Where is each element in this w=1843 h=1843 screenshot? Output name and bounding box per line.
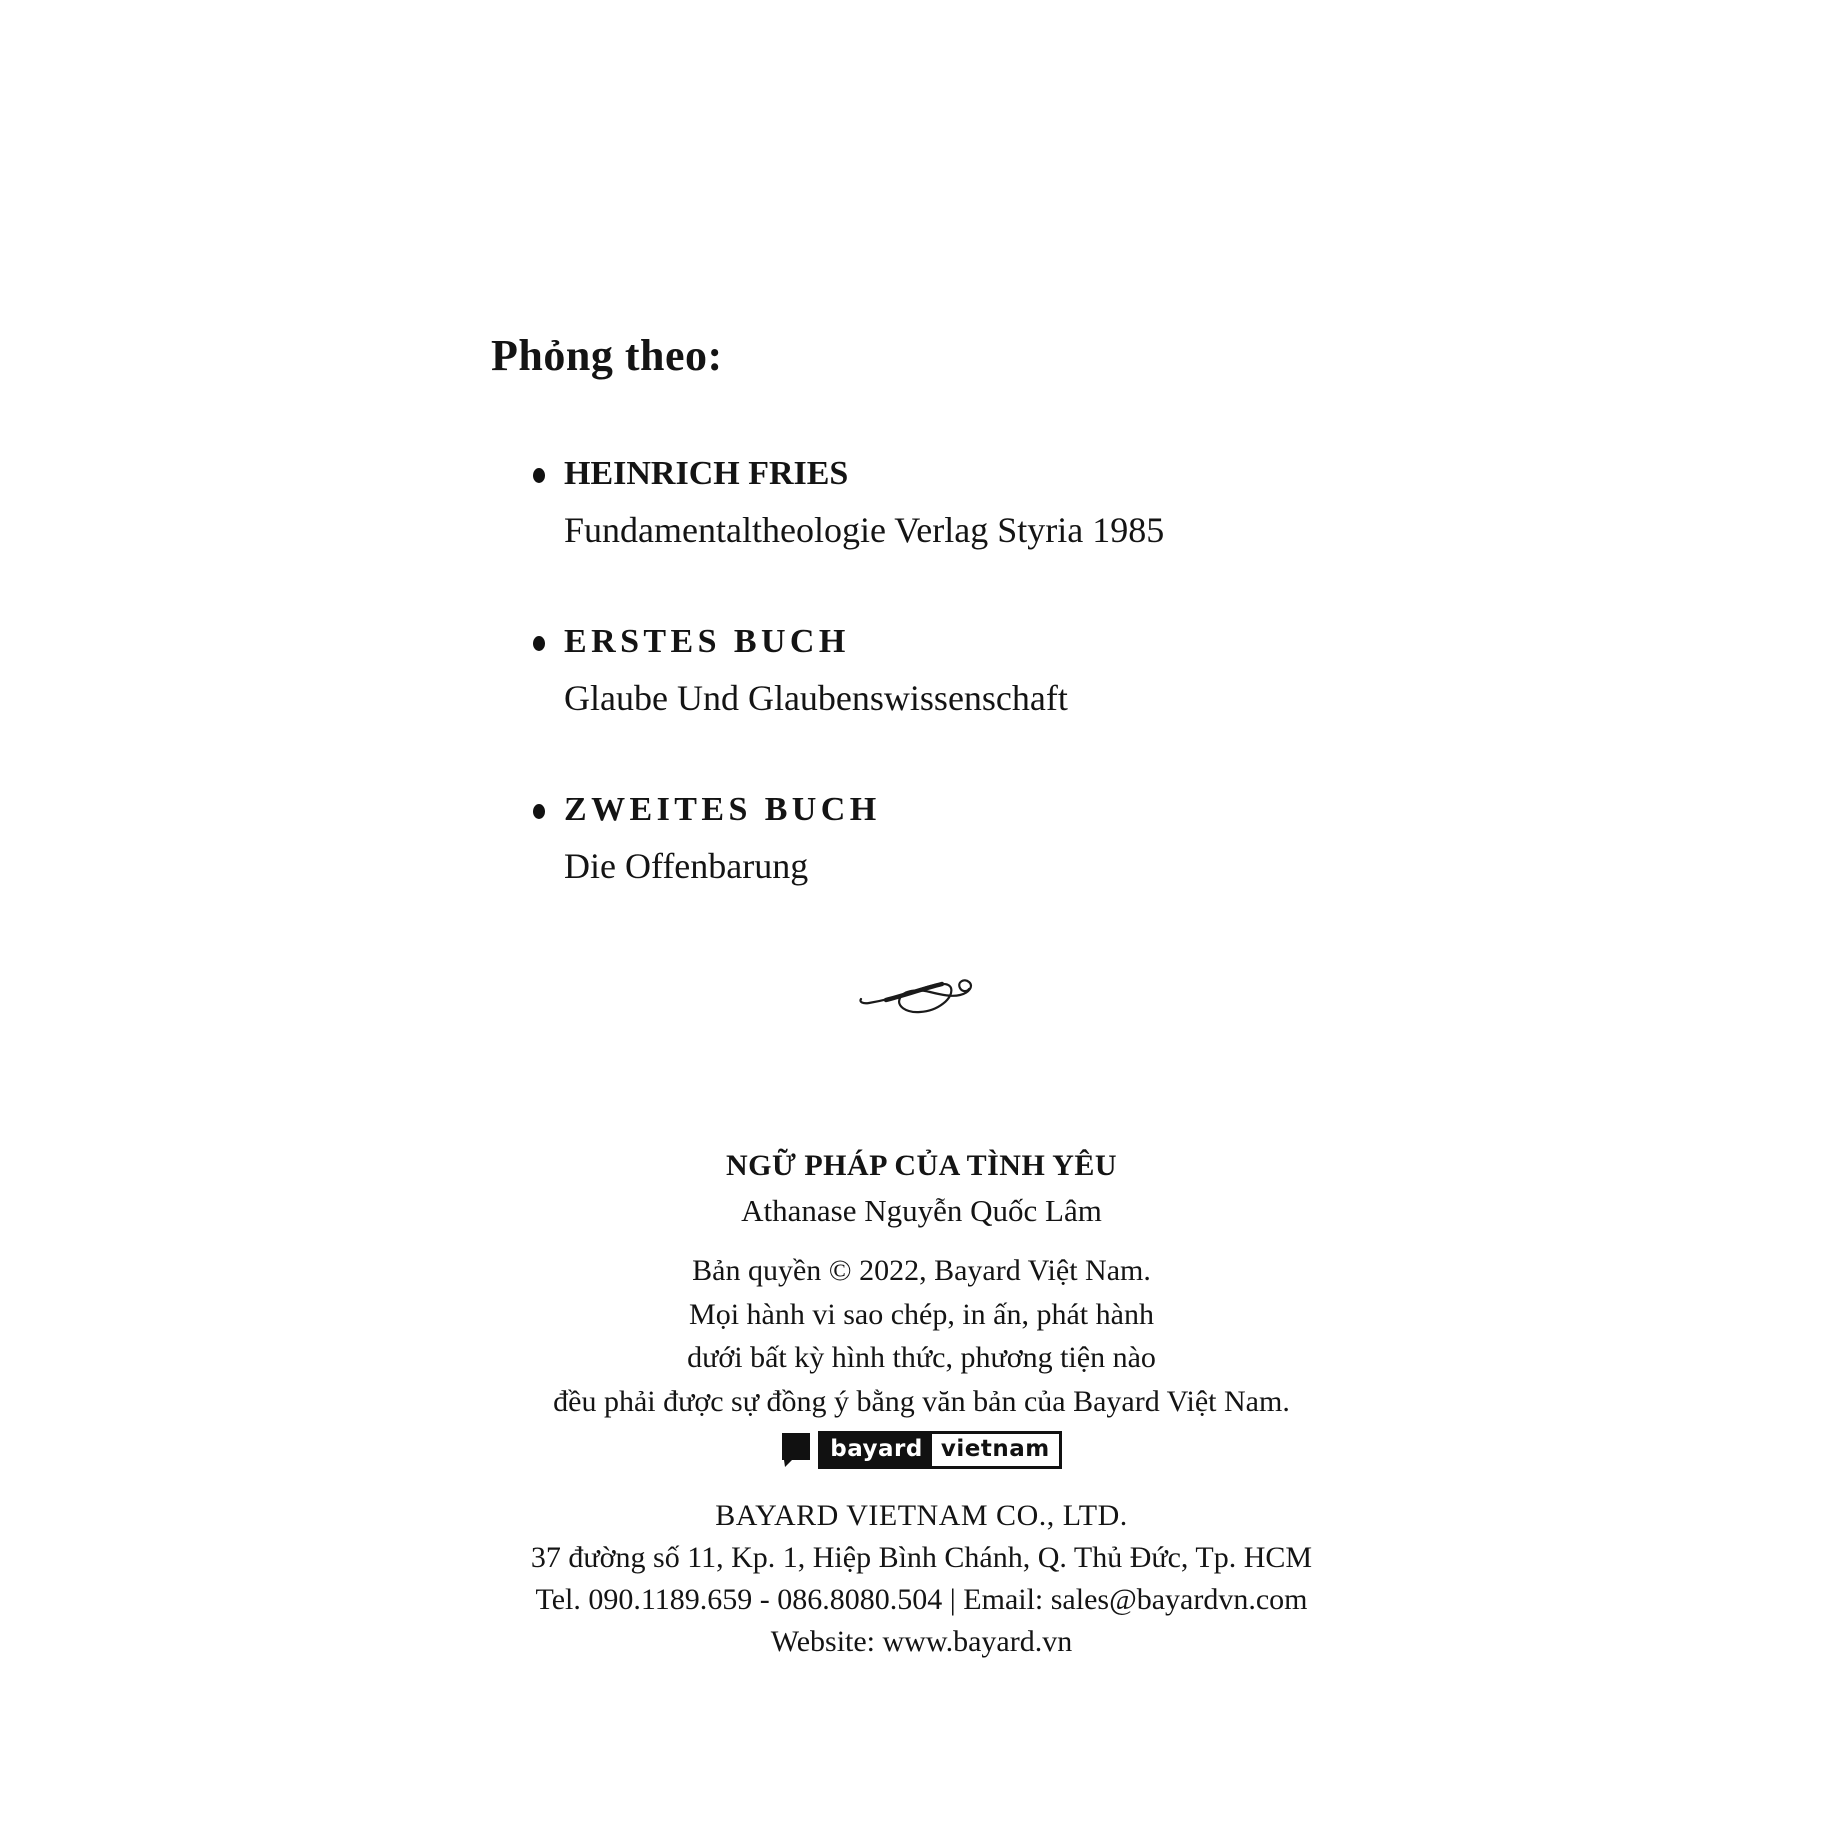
copyright-line: Bản quyền © 2022, Bayard Việt Nam.: [692, 1254, 1151, 1288]
bullet-icon: [533, 804, 545, 819]
publisher-contact: Tel. 090.1189.659 - 086.8080.504 | Email: sales@bayardvn.com: [535, 1583, 1308, 1617]
book-title: NGỮ PHÁP CỦA TÌNH YÊU: [725, 1149, 1118, 1182]
publisher-name: BAYARD VIETNAM CO., LTD.: [715, 1499, 1128, 1533]
logo-word-bayard: bayard: [821, 1434, 932, 1466]
source-subtitle: Fundamentaltheologie Verlag Styria 1985: [564, 509, 1165, 550]
logo-word-vietnam: vietnam: [932, 1434, 1059, 1466]
source-title: ZWEITES BUCH: [564, 790, 881, 828]
copyright-block: [0, 1249, 1843, 1423]
list-item: [491, 622, 1391, 720]
source-title: HEINRICH FRIES: [564, 455, 849, 492]
list-item: [491, 790, 1391, 888]
list-item: [491, 454, 1391, 552]
logo-wordmark: [818, 1431, 1061, 1469]
author-name: Athanase Nguyễn Quốc Lâm: [741, 1193, 1102, 1228]
publisher-info: [0, 1495, 1843, 1663]
bayard-mark-icon: [781, 1432, 811, 1468]
source-subtitle: Die Offenbarung: [564, 845, 809, 886]
bullet-icon: [533, 636, 545, 651]
copyright-line: dưới bất kỳ hình thức, phương tiện nào: [687, 1341, 1156, 1375]
publisher-website: Website: www.bayard.vn: [770, 1625, 1073, 1659]
source-list: [491, 454, 1391, 888]
publisher-address: 37 đường số 11, Kp. 1, Hiệp Bình Chánh, Q. Thủ Đức, Tp. HCM: [530, 1541, 1313, 1575]
section-heading: Phỏng theo:: [491, 331, 723, 380]
source-title: ERSTES BUCH: [564, 622, 850, 660]
flourish-icon: [856, 968, 988, 1026]
colophon-section: [0, 1148, 1843, 1663]
publisher-logo: [0, 1431, 1843, 1469]
source-list-section: [491, 331, 1391, 958]
copyright-line: đều phải được sự đồng ý bằng văn bản của Bayard Việt Nam.: [553, 1384, 1290, 1418]
divider: [0, 968, 1843, 1031]
source-subtitle: Glaube Und Glaubenswissenschaft: [564, 677, 1068, 718]
copyright-line: Mọi hành vi sao chép, in ấn, phát hành: [689, 1297, 1154, 1331]
bullet-icon: [533, 468, 545, 483]
